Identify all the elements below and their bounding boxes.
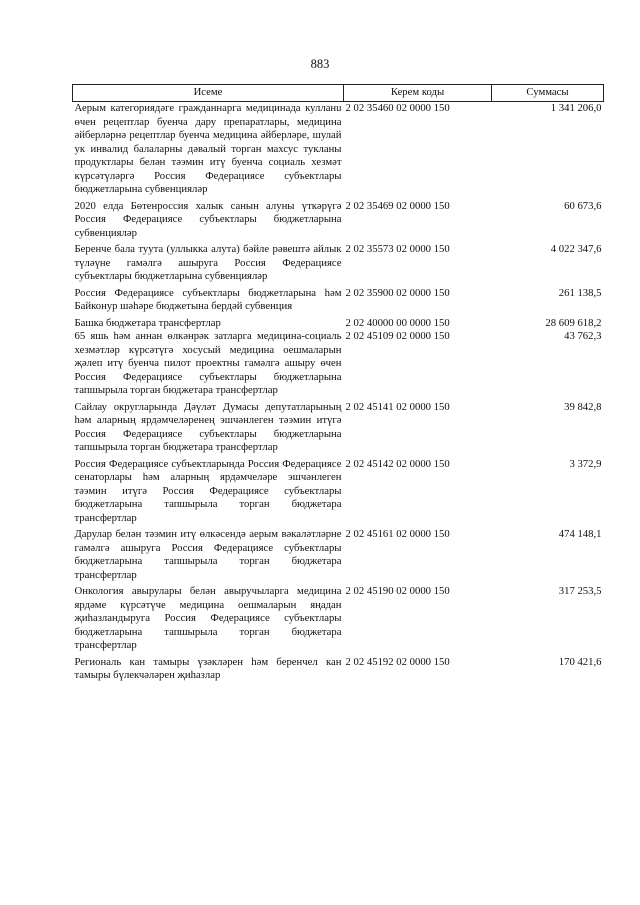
table-row: [73, 528, 604, 585]
row-name: Россия Федерациясе субъектларында Россия Федерациясе сенаторлары һәм аларның ярдәмчеләре эшчәнлеген тәэмин итүгә Россия Федерациясе субъектлары бюджетларына тапшырыла торган бюджетара трансфертлар: [74, 457, 342, 524]
table-row: [73, 585, 604, 656]
row-code: 2 02 45142 02 0000 150: [345, 457, 450, 470]
table-row: [73, 243, 604, 287]
table-row: [73, 287, 604, 317]
row-name: Региональ кан тамыры үзәкләрен һәм беренчел кан тамыры бүлекчәләрен җиһазлар: [74, 655, 342, 681]
header-name: Исеме: [73, 85, 344, 102]
row-code: 2 02 45190 02 0000 150: [345, 585, 450, 597]
header-code: Керем коды: [344, 85, 492, 102]
row-amount: 317 253,5: [558, 585, 602, 597]
row-name: 65 яшь һәм аннан өлкәнрәк затларга медицина-социаль хезмәтләр күрсәтүгә хосусый медицина оешмаларын җәлеп итү буенча пилот проектны гамәлгә ашыру өчен Россия Федерациясе субъектлары бюджетларына тапшырыла торган бюджетара трансфертлар: [74, 330, 342, 396]
table-row: [73, 656, 604, 683]
row-amount: 474 148,1: [558, 528, 602, 540]
table-row: [73, 458, 604, 529]
row-name: Дарулар белән тәэмин итү өлкәсендә аерым вәкаләтләрне гамәлгә ашыруга Россия Федерациясе субъектлары бюджетларына тапшырыла торган бюджетара трансфертлар: [74, 528, 342, 581]
row-name: Россия Федерациясе субъектлары бюджетларына һәм Байконур шәһәре бюджетына бердәй субвенция: [74, 286, 342, 312]
row-code: 2 02 45141 02 0000 150: [345, 400, 450, 413]
table-row: [73, 200, 604, 244]
row-code: 2 02 45109 02 0000 150: [345, 330, 450, 342]
row-code: 2 02 35900 02 0000 150: [345, 286, 450, 299]
row-code: 2 02 40000 00 0000 150: [345, 316, 450, 329]
row-code: 2 02 45161 02 0000 150: [345, 528, 450, 540]
page-number: 883: [310, 57, 330, 71]
table-row: [73, 102, 604, 200]
table-header-row: [73, 85, 604, 102]
row-amount: 261 138,5: [558, 286, 602, 299]
budget-table: [72, 84, 604, 683]
row-amount: 1 341 206,0: [550, 102, 602, 114]
row-code: 2 02 45192 02 0000 150: [345, 655, 450, 668]
table-row: [73, 330, 604, 401]
row-amount: 3 372,9: [569, 457, 602, 470]
row-code: 2 02 35469 02 0000 150: [345, 199, 450, 212]
table-row: [73, 401, 604, 458]
row-code: 2 02 35573 02 0000 150: [345, 243, 450, 255]
row-amount: 43 762,3: [564, 330, 602, 342]
row-amount: 170 421,6: [558, 655, 602, 668]
row-name: Аерым категориядәге гражданнарга медицинада кулланu өчен рецептлар буенча дару препаратлары, медицина әйберләрнә рецептлар буенча медицина әйберләре, шулай ук инвалид балаларны дәвалый торган махсус тукланы продуктлары белән тәэмин итү буенча социаль хезмәт күрсәтүләргә Россия Федерациясе субъектлары бюджетларына субвенцияләр: [74, 102, 342, 195]
row-code: 2 02 35460 02 0000 150: [345, 102, 450, 114]
row-name: Башка бюджетара трансфертлар: [74, 316, 221, 329]
table-row: [73, 317, 604, 331]
header-amount: Суммасы: [492, 85, 604, 102]
row-amount: 28 609 618,2: [545, 316, 602, 329]
row-amount: 4 022 347,6: [550, 243, 602, 255]
row-name: Беренче бала туута (уллыкка алута) бәйле рәвештә айлык түләүне гамәлгә ашыруга Россия Федерациясе субъектлары бюджетларына субвенцияләр: [74, 243, 342, 282]
row-name: Сайлау округларында Дәүләт Думасы депутатларының һәм аларның ярдәмчеләренең эшчәнлеген тәэмин итүгә Россия Федерациясе субъектлары бюджетларына тапшырыла торган бюджетара трансфертлар: [74, 400, 342, 453]
row-amount: 39 842,8: [564, 400, 602, 413]
row-name: 2020 елда Бөтенроссия халык санын алуны үткәрүгә Россия Федерациясе субъектлары бюджетларына субвенцияләр: [74, 199, 342, 239]
row-amount: 60 673,6: [564, 199, 602, 212]
row-name: Онкология авырулары белән авыручыларга медицина ярдәме күрсәтүче медицина оешмаларын яңадан җиһазландыруга Россия Федерациясе субъектлары бюджетларына тапшырыла торган бюджетара трансфертлар: [74, 585, 342, 651]
